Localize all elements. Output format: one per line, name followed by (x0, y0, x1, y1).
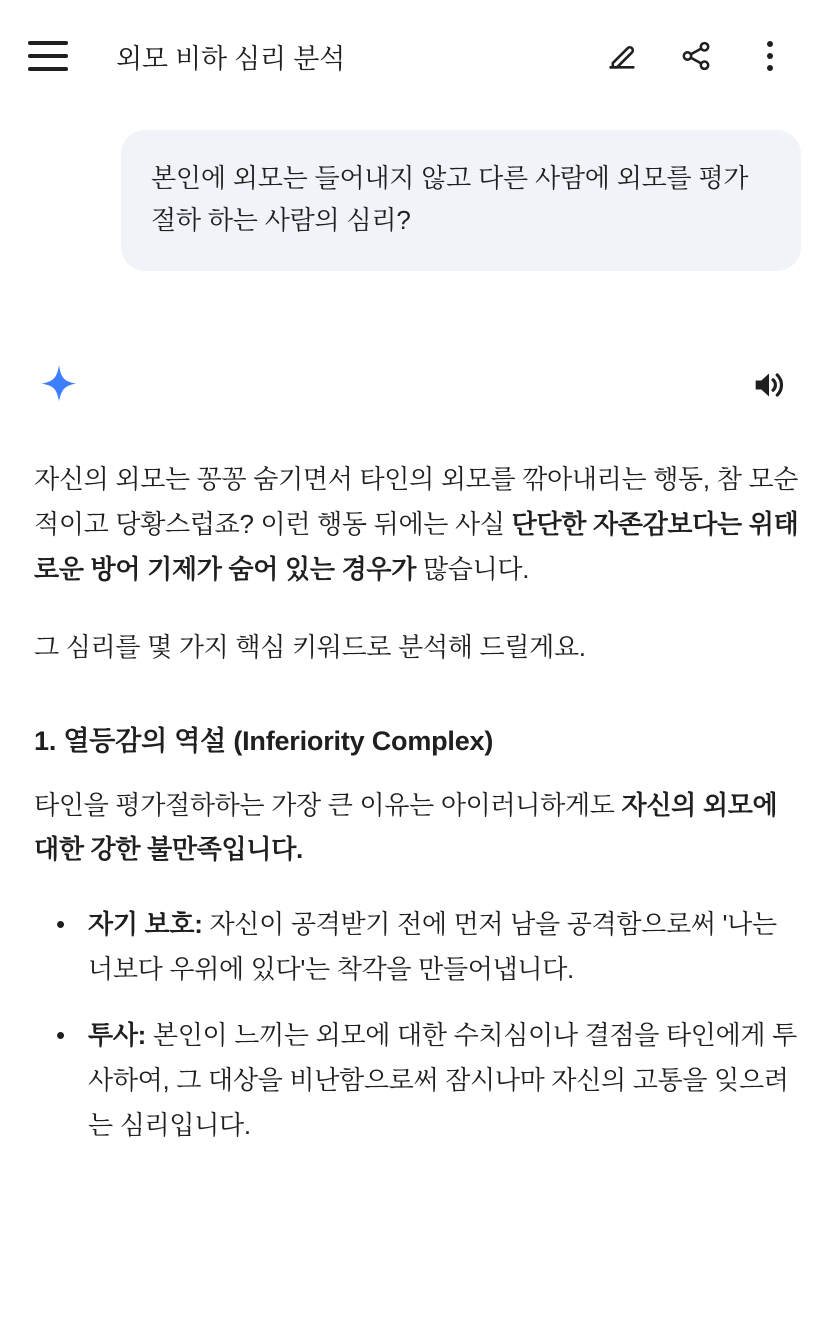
user-message-bubble[interactable]: 본인에 외모는 들어내지 않고 다른 사람에 외모를 평가절하 하는 사람의 심리? (121, 130, 801, 271)
bullet-label: 투사: (88, 1020, 146, 1051)
top-bar-actions (585, 25, 807, 87)
answer-p1-part2: 많습니다. (416, 553, 530, 584)
answer-p1-bold: 단단한 자존감보다는 위태로운 방어 기제가 숨어 있는 경우가 (34, 508, 799, 584)
kebab-dot (767, 41, 773, 47)
user-message-row (34, 130, 801, 271)
list-item (34, 1013, 801, 1147)
more-vertical-icon[interactable] (733, 25, 807, 87)
assistant-message-header (34, 357, 801, 413)
assistant-answer-body (34, 457, 801, 1147)
top-app-bar (0, 0, 835, 112)
answer-p1-part1: 자신의 외모는 꽁꽁 숨기면서 타인의 외모를 깎아내리는 행동, 참 모순적이고 당황스럽죠? 이런 행동 뒤에는 사실 (34, 464, 799, 539)
answer-paragraph-2: 그 심리를 몇 가지 핵심 키워드로 분석해 드릴게요. (34, 632, 586, 663)
page-title: 외모 비하 심리 분석 (116, 43, 345, 74)
speaker-volume-icon[interactable] (741, 357, 797, 413)
hamburger-line (28, 67, 68, 71)
kebab-dot (767, 65, 773, 71)
list-item (34, 902, 801, 991)
conversation (0, 130, 835, 1148)
gemini-sparkle-icon (36, 362, 82, 408)
hamburger-line (28, 54, 68, 58)
section-1-intro-part1: 타인을 평가절하하는 가장 큰 이유는 아이러니하게도 (34, 789, 622, 820)
bullet-text: 자신이 공격받기 전에 먼저 남을 공격함으로써 '나는 너보다 우위에 있다'는 착각을 만들어냅니다. (88, 908, 777, 984)
hamburger-menu-icon[interactable] (28, 29, 82, 83)
kebab-dot (767, 53, 773, 59)
section-1-intro (34, 783, 801, 872)
compose-edit-icon[interactable] (585, 25, 659, 87)
assistant-message (34, 357, 801, 1147)
answer-paragraph-1 (34, 457, 801, 591)
hamburger-line (28, 41, 68, 45)
bullet-text: 본인이 느끼는 외모에 대한 수치심이나 결점을 타인에게 투사하여, 그 대상을 비난함으로써 잠시나마 자신의 고통을 잊으려는 심리입니다. (88, 1020, 797, 1140)
section-heading-1: 1. 열등감의 역설 (Inferiority Complex) (34, 726, 494, 757)
section-1-intro-bold: 자신의 외모에 대한 강한 불만족입니다. (34, 789, 778, 865)
bullet-label: 자기 보호: (88, 908, 203, 939)
share-icon[interactable] (659, 25, 733, 87)
section-1-bullet-list (34, 902, 801, 1148)
